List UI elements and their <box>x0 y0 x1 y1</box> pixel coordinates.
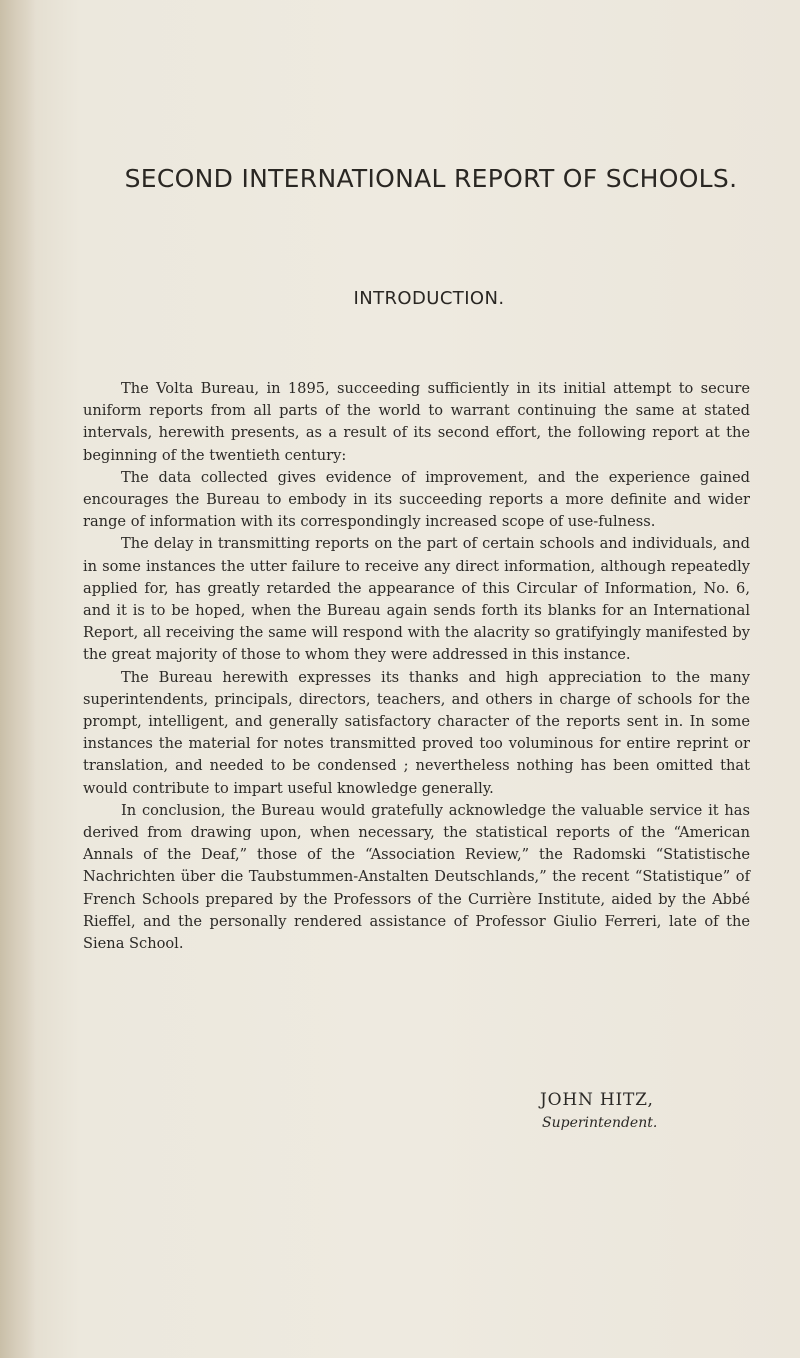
paragraph: The delay in transmitting reports on the part of certain schools and individuals, and in some instances the utter failure to receive any direct information, although repeatedly applied for, has greatly retarded the appearance of this Circular of Information, No. 6, and it is to be hoped, when the Bureau again sends forth its blanks for an International Report, all receiving the same will respond with the alacrity so gratifyingly manifested by the great majority of those to whom they were addressed in this instance. <box>83 535 750 664</box>
paragraph: The data collected gives evidence of improvement, and the experience gained encourages the Bureau to embody in its succeeding reports a more definite and wider range of information with its correspondingly increased scope of use-fulness. <box>83 468 750 531</box>
signature-block <box>540 1088 720 1134</box>
introduction-body <box>83 378 750 955</box>
signatory-title: Superintendent. <box>542 1115 658 1131</box>
section-heading: INTRODUCTION. <box>353 288 505 309</box>
paragraph: The Volta Bureau, in 1895, succeeding sufficiently in its initial attempt to secure uniform reports from all parts of the world to warrant continuing the same at stated intervals, herewith presents, as a result of its second effort, the following report at the beginning of the twentieth century: <box>83 380 750 464</box>
document-heading: SECOND INTERNATIONAL REPORT OF SCHOOLS. <box>124 164 738 193</box>
signatory-name: JOHN HITZ, <box>540 1090 654 1110</box>
paragraph: In conclusion, the Bureau would gratefully acknowledge the valuable service it has derived from drawing upon, when necessary, the statistical reports of the “American Annals of the Deaf,” those of the “Association Review,” the Radomski “Statistische Nachrichten über die Taubstummen-Anstalten Deutschlands,” the recent “Statistique” of French Schools prepared by the Professors of the Currière Institute, aided by the Abbé Rieffel, and the personally rendered assistance of Professor Giulio Ferreri, late of the Siena School. <box>83 801 750 953</box>
paragraph: The Bureau herewith expresses its thanks and high appreciation to the many superintendents, principals, directors, teachers, and others in charge of schools for the prompt, intelligent, and generally satisfactory character of the reports sent in. In some instances the material for notes transmitted proved too voluminous for entire reprint or translation, and needed to be condensed ; nevertheless nothing has been omitted that would contribute to impart useful knowledge generally. <box>83 668 750 797</box>
page-binding-edge <box>0 0 36 1358</box>
